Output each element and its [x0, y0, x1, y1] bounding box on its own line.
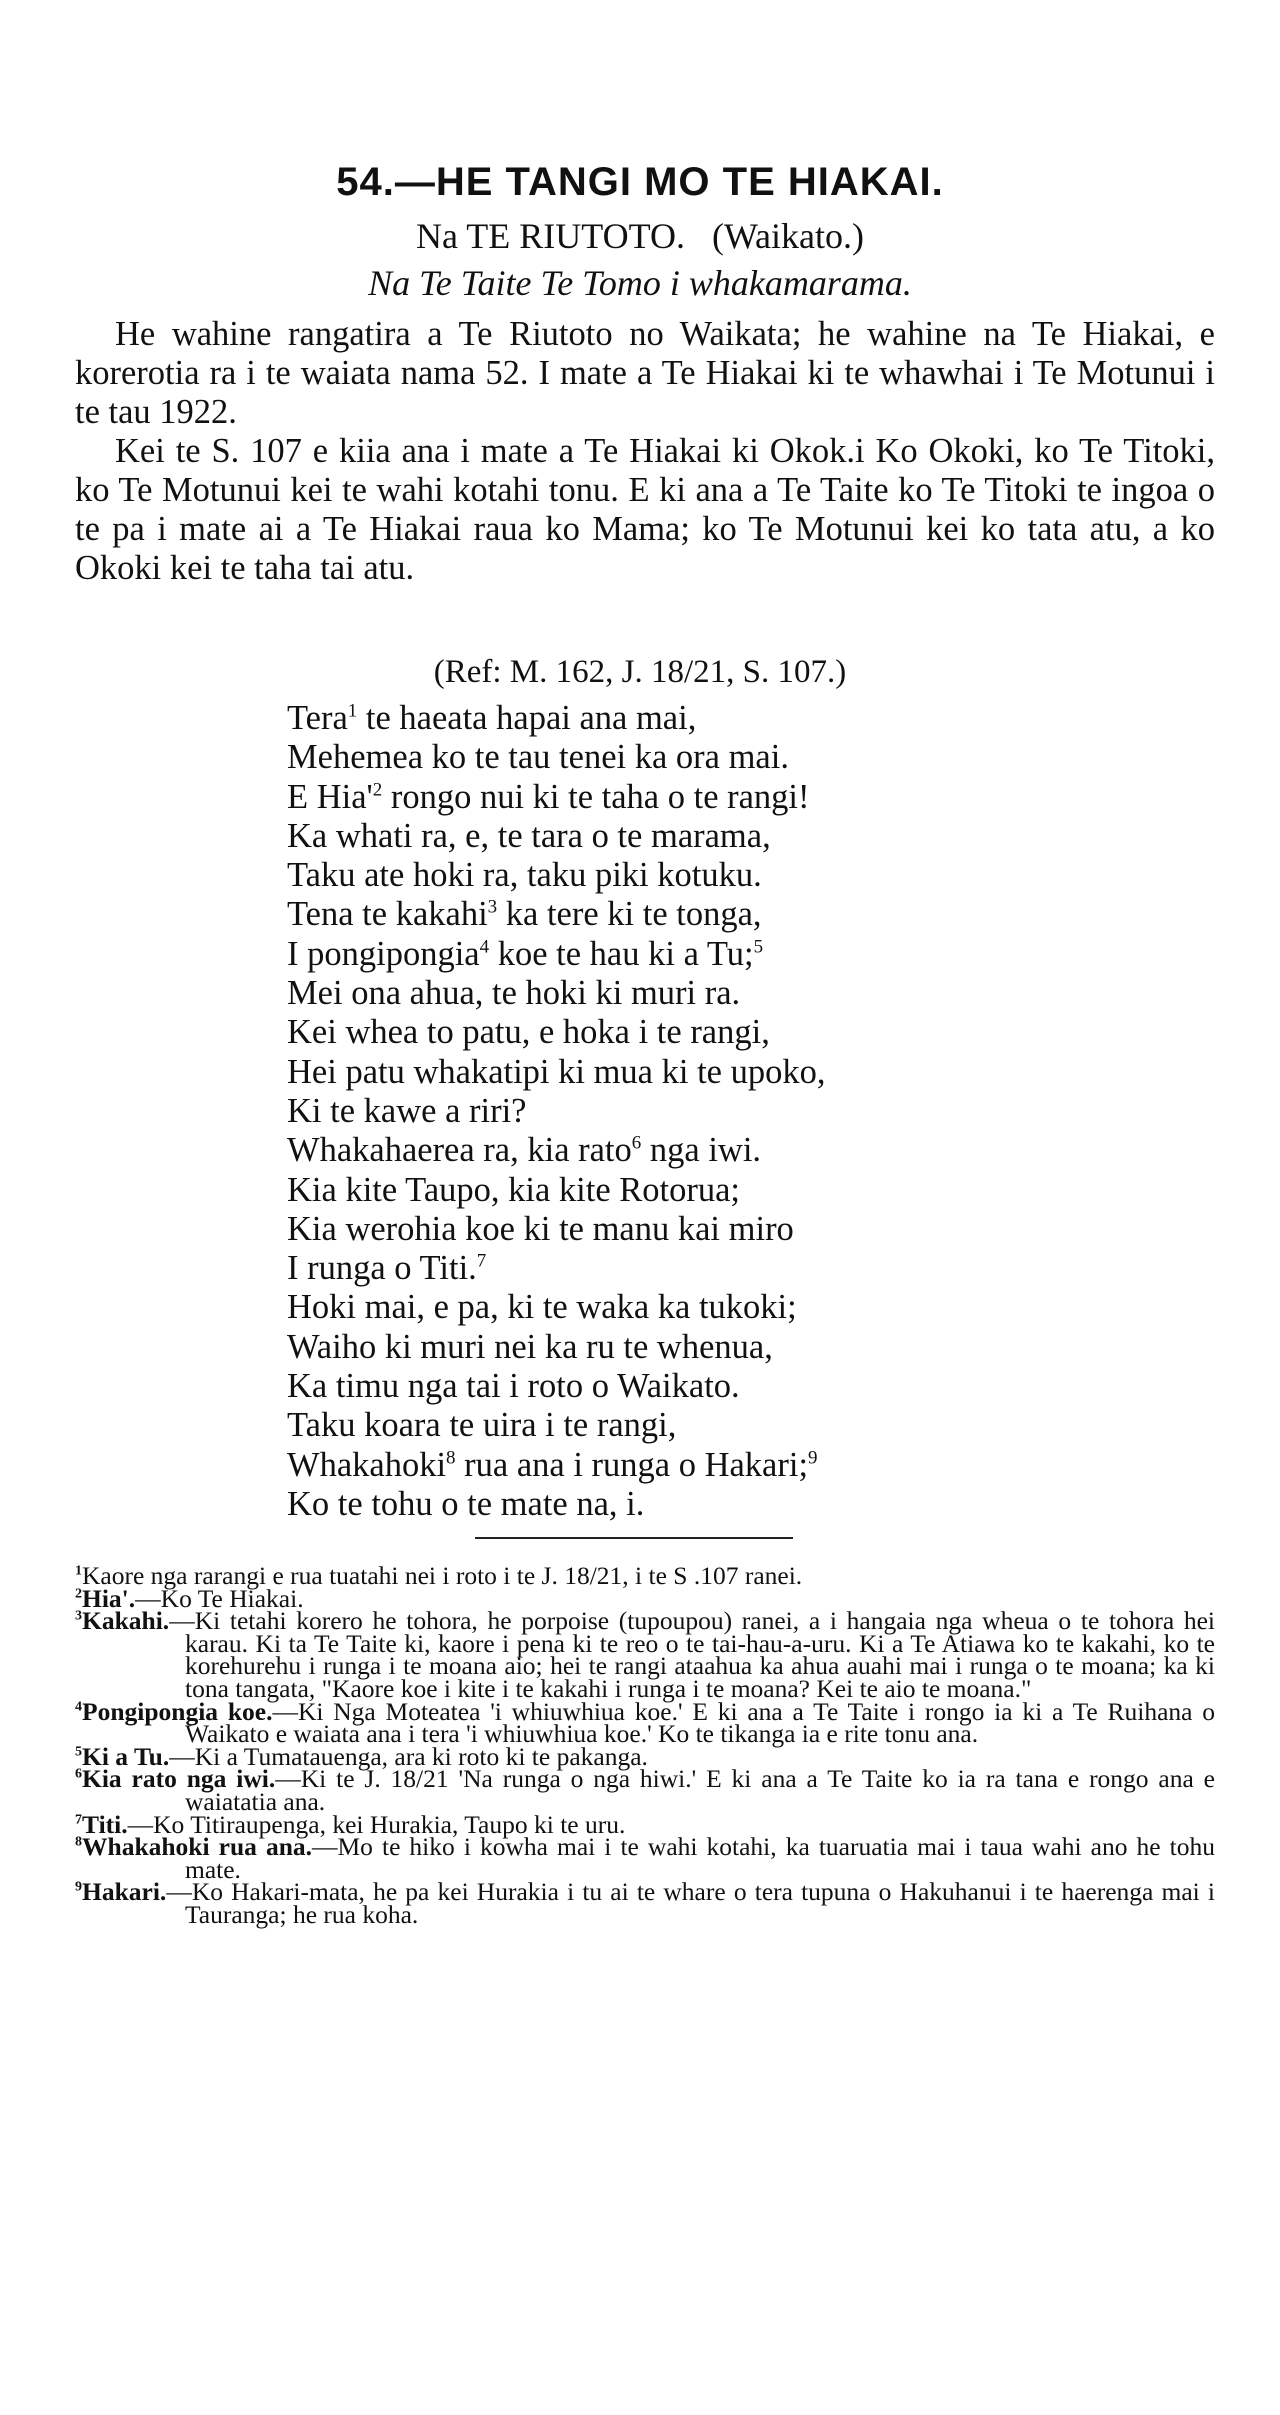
poem-line [287, 817, 825, 856]
footnote-marker: 1 [75, 1563, 83, 1579]
footnote-headword: Kia rato nga iwi. [82, 1764, 276, 1794]
poem-line [287, 1013, 825, 1052]
footnote-marker: 8 [75, 1834, 83, 1850]
poem-line-text: Ki te kawe a riri? [287, 1091, 527, 1130]
poem-line [287, 1249, 825, 1288]
composer-line: Na TE RIUTOTO. (Waikato.) [415, 216, 864, 256]
footnote-text: —Ki Nga Moteatea 'i whiuwhiua koe.' E ki ana a Te Taite i rongo ia ki a Te Ruihana o Waikato e waiata ana i tera 'i whiuwhiua koe.' Ko te tikanga ia e rite tonu ana. [185, 1696, 1216, 1749]
footnote-headword: Hakari. [82, 1877, 167, 1907]
footnote-marker: 5 [75, 1744, 83, 1760]
poem-line [287, 778, 825, 817]
poem-line-text: Taku koara te uira i te rangi, [287, 1406, 677, 1445]
poem-line [287, 935, 825, 974]
poem-line [287, 856, 825, 895]
footnote-text: Kaore nga rarangi e rua tuatahi nei i roto i te J. 18/21, i te S .107 ranei. [82, 1561, 803, 1590]
intro-paragraph-2: Kei te S. 107 e kiia ana i mate a Te Hiakai ki Okok.i Ko Okoki, ko Te Titoki, ko Te Motunui kei te wahi kotahi tonu. E ki ana a Te Taite ko Te Titoki te ingoa o te pa i mate ai a Te Hiakai raua ko Mama; ko Te Motunui kei ko tata atu, a ko Okoki kei te taha tai atu. [75, 432, 1215, 587]
poem-verse [287, 699, 825, 1524]
footnote [75, 1764, 1216, 1816]
poem-line-text: Whakahoki [287, 1445, 447, 1484]
footnote-marker: 4 [75, 1699, 83, 1715]
poem-line-text: Hei patu whakatipi ki mua ki te upoko, [287, 1052, 826, 1091]
poem-line [287, 1053, 825, 1092]
intro-paragraph-1: He wahine rangatira a Te Riutoto no Waikata; he wahine na Te Hiakai, e korerotia ra i te waiata nama 52. I mate a Te Hiakai ki te whawhai i Te Motunui i te tau 1922. [75, 315, 1215, 431]
poem-line-text: Ka whati ra, e, te tara o te marama, [287, 816, 771, 855]
poem-line-text: Tena te kakahi [287, 895, 488, 934]
footnote-headword: Pongipongia koe. [82, 1696, 273, 1726]
footnote-ref: 9 [808, 1447, 818, 1469]
footnote-marker: 9 [75, 1879, 83, 1895]
footnote [75, 1606, 1215, 1703]
footnote [75, 1832, 1215, 1884]
footnotes [75, 1561, 1216, 1929]
poem-line [287, 1131, 825, 1170]
poem-line-text: Mehemea ko te tau tenei ka ora mai. [287, 738, 789, 777]
poem-line [287, 738, 825, 777]
footnote-ref: 8 [446, 1447, 456, 1469]
poem-line-text: I pongipongia [287, 934, 480, 973]
footnote-ref: 7 [476, 1250, 487, 1272]
footnote-ref: 2 [372, 779, 383, 801]
footnote-text: —Mo te hiko i kowha mai i te wahi kotahi, ka tuaruatia mai i taua wahi ano he tohu mate. [185, 1832, 1215, 1884]
footnote-text: —Ki a Tumatauenga, ara ki roto ki te pakanga. [169, 1741, 648, 1771]
poem-line [287, 1485, 825, 1524]
poem-line [287, 1446, 825, 1485]
footnote-text: —Ki tetahi korero he tohora, he porpoise (tupoupou) ranei, a i hangaia nga wheua o te tohora hei karau. Ki ta Te Taite ki, kaore i pena ki te reo o te tai-hau-a-uru. Ki a Te Atiawa ko te kakahi, ko te korehurehu i runga i te moana aio; hei te rangi ataahua ka ahua auahi mai i runga o te moana; ka ki tona tangata, "Kaore koe i kite i te kakahi i runga i te moana? Kei te aio te moana." [169, 1606, 1215, 1703]
poem-line-text: E Hia' [287, 777, 373, 816]
footnote-ref: 5 [753, 936, 764, 958]
footnote-headword: Hia'. [82, 1583, 136, 1613]
song-title: 54.—HE TANGI MO TE HIAKAI. [336, 160, 944, 204]
poem-line-text: ka tere ki te tonga, [497, 895, 762, 934]
poem-line [287, 1092, 825, 1131]
poem-line-text: rongo nui ki te taha o te rangi! [382, 777, 810, 816]
footnote-headword: Ki a Tu. [82, 1741, 170, 1771]
footnote-text: —Ko Te Hiakai. [135, 1583, 304, 1613]
footnote-ref: 4 [479, 936, 490, 958]
poem-line [287, 1210, 825, 1249]
poem-line [287, 699, 825, 738]
footnote-marker: 3 [75, 1608, 83, 1624]
footnote-marker: 7 [75, 1812, 83, 1828]
footnote-marker: 6 [75, 1766, 83, 1782]
poem-line [287, 1328, 825, 1367]
poem-line-text: nga iwi. [641, 1131, 762, 1170]
poem-line [287, 1288, 825, 1327]
introduction [75, 315, 1215, 588]
poem-line-text: Taku ate hoki ra, taku piki kotuku. [287, 856, 762, 895]
footnote-marker: 2 [75, 1586, 83, 1602]
footnote [75, 1877, 1215, 1929]
poem-line-text: rua ana i runga o Hakari; [455, 1445, 809, 1484]
poem-line-text: I runga o Titi. [287, 1249, 477, 1288]
poem-line-text: te haeata hapai ana mai, [357, 699, 697, 737]
footnote-text: —Ko Titiraupenga, kei Hurakia, Taupo ki te uru. [127, 1809, 626, 1839]
footnote-ref: 6 [631, 1132, 642, 1154]
poem-line-text: Kei whea to patu, e hoka i te rangi, [287, 1013, 770, 1052]
poem-line-text: Hoki mai, e pa, ki te waka ka tukoki; [287, 1288, 797, 1327]
poem-line-text: Kia kite Taupo, kia kite Rotorua; [287, 1170, 741, 1209]
footnote-ref: 1 [347, 700, 358, 722]
footnote-text: —Ko Hakari-mata, he pa kei Hurakia i tu ai te whare o tera tupuna o Hakuhanui i te haerenga mai i Tauranga; he rua koha. [166, 1877, 1215, 1929]
reference-line: (Ref: M. 162, J. 18/21, S. 107.) [433, 654, 847, 690]
footnote-ref: 3 [487, 896, 498, 918]
poem-line [287, 974, 825, 1013]
footnote-headword: Titi. [82, 1809, 128, 1839]
poem-line-text: koe te hau ki a Tu; [489, 934, 754, 973]
footnote-text: —Ki te J. 18/21 'Na runga o nga hiwi.' E ki ana a Te Taite ko ia ra tana e rongo ana e waiatatia ana. [185, 1764, 1216, 1816]
poem-line [287, 1171, 825, 1210]
footnote [75, 1696, 1216, 1749]
explanation-credit: Na Te Taite Te Tomo i whakamarama. [368, 263, 912, 303]
poem-line-text: Whakahaerea ra, kia rato [287, 1131, 632, 1170]
footnote-headword: Whakahoki rua ana. [82, 1832, 312, 1862]
poem-line-text: Waiho ki muri nei ka ru te whenua, [287, 1327, 773, 1366]
poem-line-text: Kia werohia koe ki te manu kai miro [287, 1209, 794, 1248]
poem-line-text: Tera [287, 699, 348, 737]
poem-line [287, 895, 825, 934]
poem-line [287, 1367, 825, 1406]
divider-rule [475, 1537, 793, 1539]
poem-line-text: Ka timu nga tai i roto o Waikato. [287, 1367, 740, 1406]
poem-line-text: Ko te tohu o te mate na, i. [287, 1484, 645, 1523]
poem-line-text: Mei ona ahua, te hoki ki muri ra. [287, 974, 741, 1013]
poem-line [287, 1406, 825, 1445]
footnote-headword: Kakahi. [82, 1606, 170, 1636]
